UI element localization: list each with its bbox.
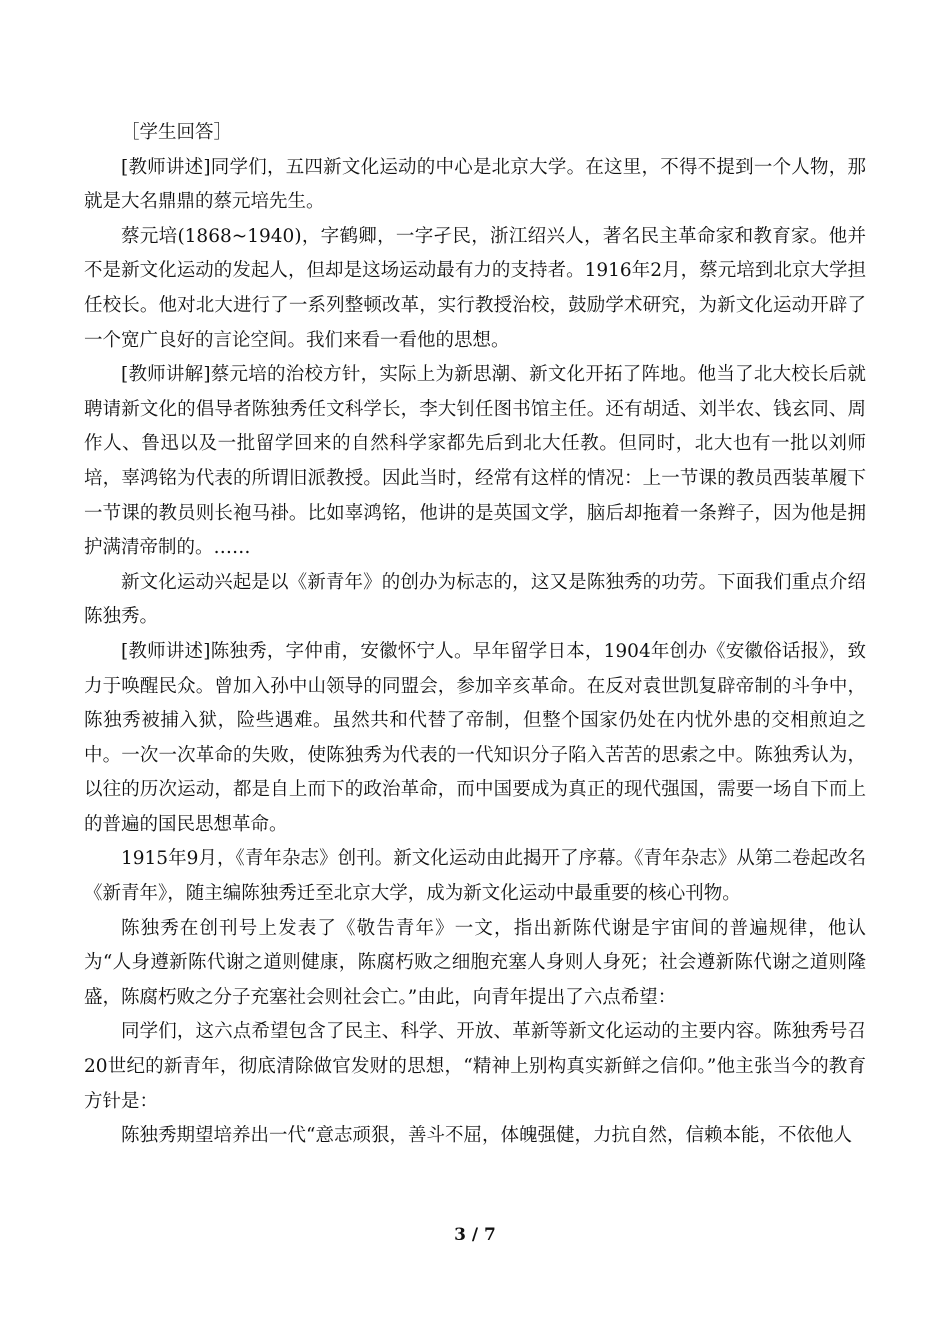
paragraph-expectation: 陈独秀期望培养出一代“意志顽狠，善斗不屈，体魄强健，力抗自然，信赖本能，不依他人 xyxy=(121,1125,852,1147)
paragraph-youth-magazine: 1915年9月，《青年杂志》创刊。新文化运动由此揭开了序幕。《青年杂志》从第二卷起改名《新青年》，随主编陈独秀迁至北京大学，成为新文化运动中最重要的核心刊物。 xyxy=(84,848,866,905)
paragraph-student-answer: ［学生回答］ xyxy=(121,122,233,143)
paragraph-teacher-explanation: [教师讲解]蔡元培的治校方针，实际上为新思潮、新文化开拓了阵地。他当了北大校长后就聘请新文化的倡导者陈独秀任文科学长，李大钊任图书馆主任。还有胡适、刘半农、钱玄同、周作人、鲁迅以及一批留学回来的自然科学家都先后到北大任教。但同时，北大也有一批以刘师培，辜鸿铭为代表的所谓旧派教授。因此当时，经常有这样的情况：上一节课的教员西装革履下一节课的教员则长袍马褂。比如辜鸿铭，他讲的是英国文学，脑后却拖着一条辫子，因为他是拥护满清帝制的。…… xyxy=(84,364,866,559)
paragraph-teacher-intro: [教师讲述]同学们，五四新文化运动的中心是北京大学。在这里，不得不提到一个人物，那就是大名鼎鼎的蔡元培先生。 xyxy=(84,156,866,213)
document-body xyxy=(84,116,866,1154)
paragraph-chen-duxiu-bio: [教师讲述]陈独秀，字仲甫，安徽怀宁人。早年留学日本，1904年创办《安徽俗话报》，致力于唤醒民众。曾加入孙中山领导的同盟会，参加辛亥革命。在反对袁世凯复辟帝制的斗争中，陈独秀被捕入狱，险些遇难。虽然共和代替了帝制，但整个国家仍处在内忧外患的交相煎迫之中。一次一次革命的失败，使陈独秀为代表的一代知识分子陷入苦苦的思索之中。陈独秀认为，以往的历次运动，都是自上而下的政治革命，而中国要成为真正的现代强国，需要一场自下而上的普遍的国民思想革命。 xyxy=(84,640,866,835)
page-number: 3 / 7 xyxy=(454,1225,496,1245)
paragraph-cai-yuanpei-bio: 蔡元培(1868~1940)，字鹤卿，一字孑民，浙江绍兴人，著名民主革命家和教育家。他并不是新文化运动的发起人，但却是这场运动最有力的支持者。1916年2月，蔡元培到北京大学担任校长。他对北大进行了一系列整顿改革，实行教授治校，鼓励学术研究，为新文化运动开辟了一个宽广良好的言论空间。我们来看一看他的思想。 xyxy=(84,225,866,351)
paragraph-warning-youth: 陈独秀在创刊号上发表了《敬告青年》一文，指出新陈代谢是宇宙间的普遍规律，他认为“人身遵新陈代谢之道则健康，陈腐朽败之细胞充塞人身则人身死；社会遵新陈代谢之道则隆盛，陈腐朽败之分子充塞社会则社会亡。”由此，向青年提出了六点希望： xyxy=(84,917,866,1008)
paragraph-new-youth-intro: 新文化运动兴起是以《新青年》的创办为标志的，这又是陈独秀的功劳。下面我们重点介绍陈独秀。 xyxy=(84,571,866,628)
paragraph-six-hopes: 同学们，这六点希望包含了民主、科学、开放、革新等新文化运动的主要内容。陈独秀号召20世纪的新青年，彻底清除做官发财的思想，“精神上别构真实新鲜之信仰。”他主张当今的教育方针是： xyxy=(84,1021,866,1112)
